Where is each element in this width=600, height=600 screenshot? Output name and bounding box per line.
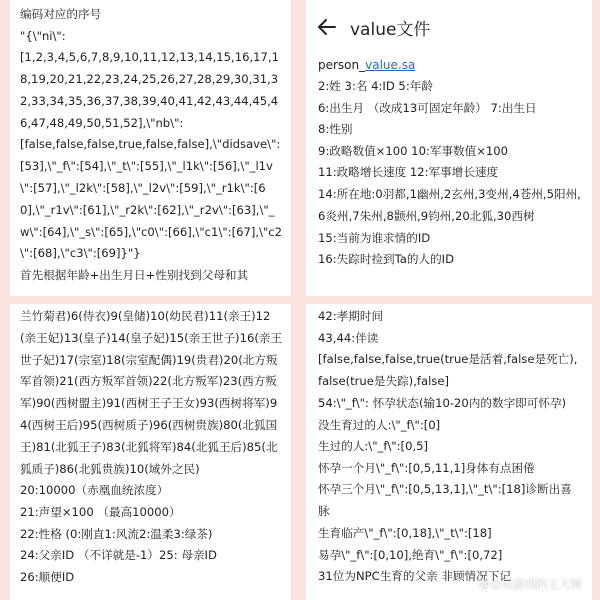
title-codes-text: 兰竹菊君)6(侍衣)9(皇储)10(幼民君)11(亲王)12(亲王妃)13(皇子)14(皇子妃)15(亲王世子)16(亲王世子妃)17(宗室)18(宗室配偶)19(贵君)20(北方叛军首领)21(西方叛军首领)22(北方叛军)23(西方叛军)90(西树盟主)91(西树王子王女)93(西树将军)94(西树王后)95(西树质子)96(西树贵族)80(北狐国王)81(北狐王子)83(北狐将军)84(北狐王后)85(北狐质子)86(北狐贵族)10(域外之民) <box>20 309 283 476</box>
field-line: 20:10000（赤凰血统浓度） <box>20 483 169 498</box>
field-line: 6:出生月 （改成13可固定年龄） 7:出生日 <box>318 100 537 115</box>
field-line: 生育临产\"_f\":[0,18],\"_t\":[18] <box>318 525 492 540</box>
field-line: 43,44:伴读 <box>318 330 379 345</box>
pregnancy-three-month-text: 怀孕三个月\"_f\":[0,5,13,1],\"_t\":[18]诊断出喜脉 <box>318 482 572 519</box>
field-line: 9:政略数值×100 10:军事数值×100 <box>318 143 509 158</box>
field-line: 21:声望×100 （最高10000） <box>20 504 181 519</box>
field-line: 24:父亲ID （不详就是-1）25: 母亲ID <box>20 548 217 563</box>
pregnancy-state-text: 54:\"_f\": 怀孕状态(输10-20内的数字即可怀孕) <box>318 395 567 410</box>
file-name <box>318 54 582 76</box>
value-file-panel <box>306 0 592 296</box>
field-line: 22:性格 (0:刚直1:风流2:温柔3:绿茶) <box>20 526 213 541</box>
watermark: @会玩游戏的王大师 <box>478 577 582 591</box>
field-line: 2:姓 3:名 4:ID 5:年龄 <box>318 79 433 93</box>
field-line: 没生育过的人:\"_f\":[0] <box>318 417 441 432</box>
field-line: 怀孕一个月\"_f\":[0,5,11,1]身体有点困倦 <box>318 460 535 475</box>
field-line: 生过的人:\"_f\":[0,5] <box>318 439 429 454</box>
field-line: 42:孝期时间 <box>318 309 384 323</box>
field-line: 16:失踪时捡到Ta的人的ID <box>318 252 455 267</box>
field-line: 8:性别 <box>318 122 353 137</box>
code-index-heading: 编码对应的序号 <box>20 7 102 21</box>
field-line: 易孕\"_f\":[0,10],绝育\"_f\":[0,72] <box>318 547 503 562</box>
value-file-header <box>318 0 582 54</box>
field-line: 11:政略增长速度 12:军事增长速度 <box>318 165 499 180</box>
status-array-text: [false,false,false,true(true是活着,false是死亡), false(true是失踪),false] <box>318 352 578 388</box>
json-open-line: "{\"ni\": <box>20 28 66 43</box>
file-name-prefix: person_ <box>318 58 366 72</box>
field-line: 15:当前为谁求情的ID <box>318 230 431 245</box>
code-index-panel <box>10 0 291 296</box>
pregnancy-notes-panel <box>306 304 592 600</box>
file-link[interactable]: value.sa <box>365 58 416 72</box>
nb-keys-text: [false,false,false,true,false,false],\"didsave\":[53],\"_f\":[54],\"_t\":[55],\"_l1k\":[56],\"_l1v\":[57],\"_l2k\":[58],\"_l2v\":[59],\"_r1k\":[60],\"_r1v\":[61],\"_r2k\":[62],\"_r2v\":[63],\"_w\":[64],\"_s\":[65],\"c0\":[66],\"c1\":[67],\"c2\":[68],\"c3\":[69]}"} <box>20 137 283 261</box>
field-line: 26:顺便ID <box>20 569 75 584</box>
ni-array-text: [1,2,3,4,5,6,7,8,9,10,11,12,13,14,15,16,17,18,19,20,21,22,23,24,25,26,27,28,29,30,31,32,33,34,35,36,37,38,39,40,41,42,43,44,45,46,47,48,49,50,51,52],\"nb\": <box>20 50 279 130</box>
field-line: 31位为NPC生育的父亲 非顾情况下记 <box>318 569 511 584</box>
title-codes-panel <box>10 304 291 600</box>
page-title: value文件 <box>350 19 431 40</box>
instruction-text: 首先根据年龄+出生月日+性别找到父母和其 <box>20 268 249 283</box>
location-field-text: 14:所在地:0羽都,1幽州,2玄州,3变州,4苍州,5阳州,6炎州,7朱州,8颢州,9钧州,20北狐,30西树 <box>318 186 581 223</box>
back-arrow-icon[interactable] <box>318 16 340 38</box>
